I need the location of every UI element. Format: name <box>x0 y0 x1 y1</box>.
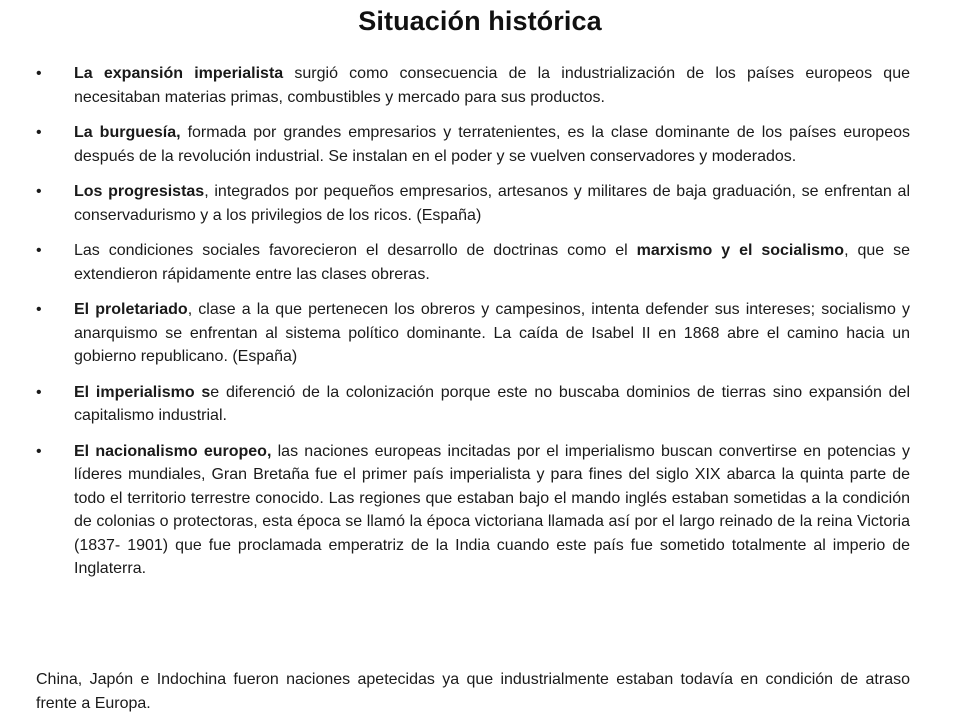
bullet-text: formada por grandes empresarios y terratenientes, es la clase dominante de los países europeos después de la revolución industrial. Se instalan en el poder y se vuelven conservadores y moderados. <box>74 124 910 165</box>
bullet-lead: La burguesía, <box>74 124 181 141</box>
bullet-icon: • <box>36 242 42 259</box>
bullet-lead: El proletariado <box>74 301 188 318</box>
bullet-icon: • <box>36 383 42 401</box>
bullet-icon: • <box>36 301 42 318</box>
bullet-condiciones-sociales <box>36 239 910 286</box>
bullet-text: , integrados por pequeños empresarios, artesanos y militares de baja graduación, se enfrentan al conservadurismo y a los privilegios de los ricos. (España) <box>74 183 910 224</box>
bullet-imperialismo <box>36 381 910 428</box>
slide-title: Situación histórica <box>358 6 602 36</box>
bullet-proletariado <box>36 298 910 369</box>
bullet-list <box>36 62 910 593</box>
bullet-lead: La expansión imperialista <box>74 65 284 82</box>
bullet-progresistas <box>36 180 910 227</box>
bullet-icon: • <box>36 65 42 82</box>
bullet-expansion-imperialista <box>36 62 910 109</box>
bullet-lead: Los progresistas <box>74 183 205 200</box>
bullet-lead: El imperialismo s <box>74 383 211 401</box>
bullet-icon: • <box>36 442 42 460</box>
bullet-text: , que se extendieron rápidamente entre las clases obreras. <box>74 242 911 283</box>
bullet-icon: • <box>36 124 42 141</box>
bullet-text: e diferenció de la colonización porque este no buscaba dominios de tierras sino expansión del capitalismo industrial. <box>74 383 911 424</box>
bullet-lead: El nacionalismo europeo, <box>74 442 272 460</box>
bullet-text: las naciones europeas incitadas por el imperialismo buscan convertirse en potencias y líderes mundiales, Gran Bretaña fue el primer país imperialista y para fines del siglo XIX abarca la quinta parte de todo el territorio terrestre conocido. Las regiones que estaban bajo el mando inglés estaban sometidas a la condición de colonias o protectoras, esta época se llamó la época victoriana llamada así por el largo reinado de la reina Victoria (1837- 1901) que fue proclamada emperatriz de la India cuando este país fue sometido totalmente al imperio de Inglaterra. <box>74 442 910 577</box>
bullet-text: , clase a la que pertenecen los obreros y campesinos, intenta defender sus intereses; socialismo y anarquismo se enfrentan al sistema político dominante. La caída de Isabel II en 1868 abre el camino hacia un gobierno republicano. (España) <box>74 301 911 365</box>
bullet-icon: • <box>36 183 42 200</box>
bullet-text: Las condiciones sociales favorecieron el desarrollo de doctrinas como el <box>74 242 637 259</box>
bullet-burguesia <box>36 121 910 168</box>
closing-paragraph: China, Japón e Indochina fueron naciones apetecidas ya que industrialmente estaban todavía en condición de atraso frente a Europa. <box>36 671 910 712</box>
bullet-nacionalismo-europeo <box>36 440 910 581</box>
bullet-emphasis: marxismo y el socialismo <box>636 242 845 259</box>
bullet-text: surgió como consecuencia de la industrialización de los países europeos que necesitaban materias primas, combustibles y mercado para sus productos. <box>74 65 910 106</box>
